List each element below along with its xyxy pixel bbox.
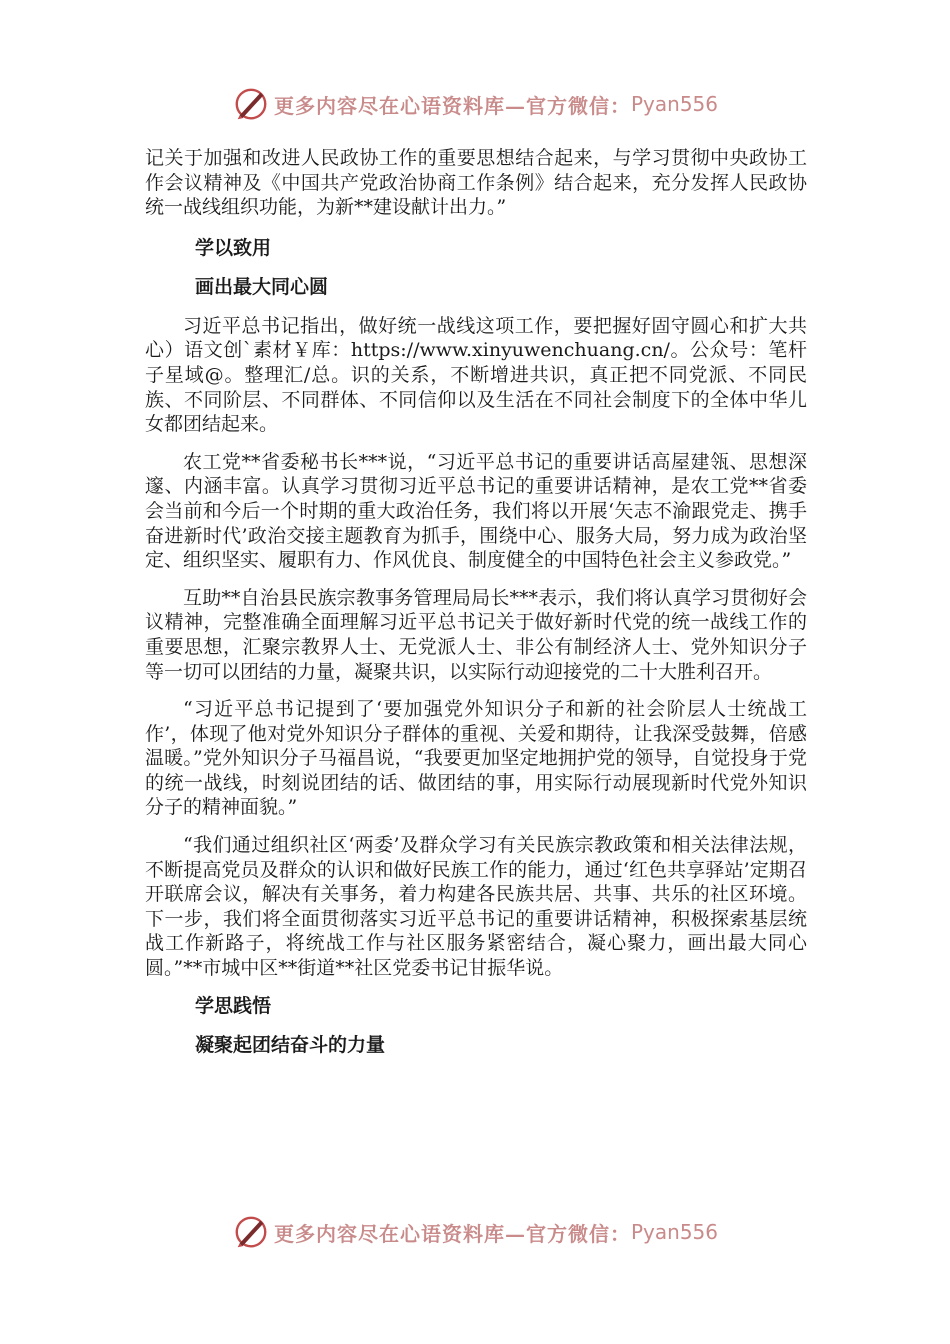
paragraph: “我们通过组织社区‘两委’及群众学习有关民族宗教政策和相关法律法规，不断提高党员及群众的认识和做好民族工作的能力，通过‘红色共享驿站’定期召开联席会议，解决有关事务，着力构建各民族共居、共事、共乐的社区环境。下一步，我们将全面贯彻落实习近平总书记的重要讲话精神，积极探索基层统战工作新路子，将统战工作与社区服务紧密结合，凝心聚力，画出最大同心圆。”**市城中区**街道**社区党委书记甘振华说。 (145, 834, 807, 980)
paragraph: “习近平总书记提到了‘要加强党外知识分子和新的社会阶层人士统战工作’，体现了他对党外知识分子群体的重视、关爱和期待，让我深受鼓舞，倍感温暖。”党外知识分子马福昌说，“我要更加坚定地拥护党的领导，自觉投身于党的统一战线，时刻说团结的话、做团结的事，用实际行动展现新时代党外知识分子的精神面貌。” (145, 698, 807, 819)
pen-logo-icon (232, 1213, 270, 1251)
pen-logo-icon (232, 85, 270, 123)
section-heading-study-apply: 学以致用 (195, 236, 272, 259)
watermark-wechat-id: Pyan556 (630, 92, 718, 116)
document-body (145, 146, 807, 1072)
watermark-banner-top (0, 82, 950, 126)
continuation-paragraph: 记关于加强和改进人民政协工作的重要思想结合起来，与学习贯彻中央政协工作会议精神及《中国共产党政治协商工作条例》结合起来，充分发挥人民政协统一战线组织功能，为新**建设献计出力。” (145, 147, 807, 219)
paragraph: 习近平总书记指出，做好统一战线这项工作，要把握好固守圆心和扩大共心）语文创`素材￥库：https://www.xinyuwenchuang.cn/。公众号：笔杆子星域@。整理汇/总。识的关系，不断增进共识，真正把不同党派、不同民族、不同阶层、不同群体、不同信仰以及生活在不同社会制度下的全体中华儿女都团结起来。 (145, 314, 807, 436)
watermark-text: 更多内容尽在心语资料库—官方微信： (273, 93, 631, 118)
paragraph: 互助**自治县民族宗教事务管理局局长***表示，我们将认真学习贯彻好会议精神，完整准确全面理解习近平总书记关于做好新时代党的统一战线工作的重要思想，汇聚宗教界人士、无党派人士、非公有制经济人士、党外知识分子等一切可以团结的力量，凝聚共识，以实际行动迎接党的二十大胜利召开。 (145, 586, 807, 683)
subsection-heading-unity-strength: 凝聚起团结奋斗的力量 (195, 1033, 386, 1056)
watermark-banner-bottom (0, 1210, 950, 1254)
paragraph: 农工党**省委秘书长***说，“习近平总书记的重要讲话高屋建瓴、思想深邃、内涵丰富。认真学习贯彻习近平总书记的重要讲话精神，是农工党**省委会当前和今后一个时期的重大政治任务，我们将以开展‘矢志不渝跟党走、携手奋进新时代’政治交接主题教育为抓手，围绕中心、服务大局，努力成为政治坚定、组织坚实、履职有力、作风优良、制度健全的中国特色社会主义参政党。” (145, 450, 807, 572)
section-heading-study-reflect: 学思践悟 (195, 994, 272, 1017)
watermark-wechat-id: Pyan556 (630, 1220, 718, 1244)
watermark-text: 更多内容尽在心语资料库—官方微信： (273, 1221, 631, 1246)
subsection-heading-concentric-circle: 画出最大同心圆 (195, 275, 329, 298)
